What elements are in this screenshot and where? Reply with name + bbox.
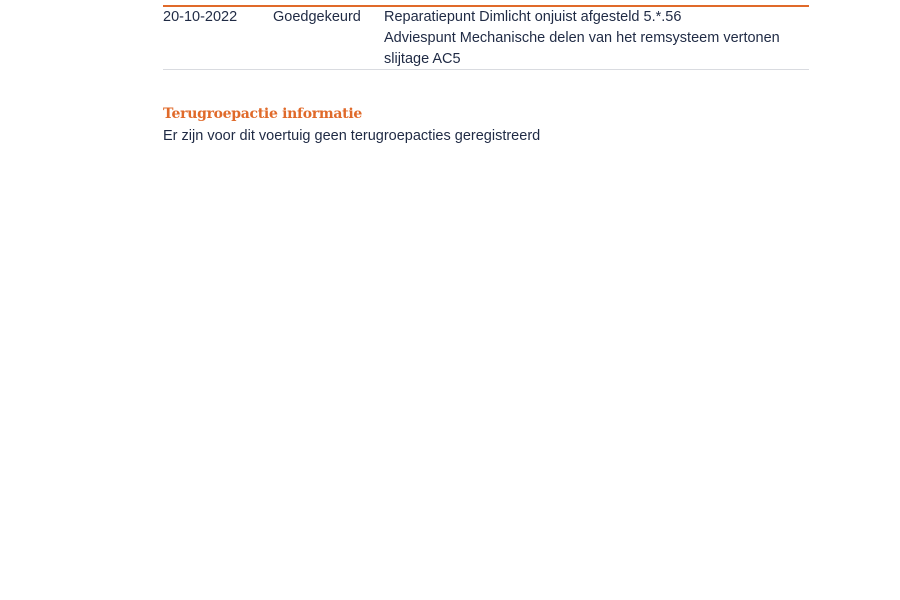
inspection-date: 20-10-2022 (163, 9, 238, 25)
recall-section-text: Er zijn voor dit voertuig geen terugroepacties geregistreerd (163, 128, 541, 144)
remark-line: slijtage AC5 (384, 51, 461, 67)
table-header-cutoff (383, 0, 463, 2)
row-divider (163, 69, 809, 70)
remark-line: Adviespunt Mechanische delen van het remsysteem vertonen (384, 30, 780, 46)
inspection-remarks (384, 7, 784, 70)
table-row (163, 7, 809, 70)
recall-section-title: Terugroepactie informatie (163, 106, 362, 122)
recall-section (163, 104, 809, 147)
remark-line: Reparatiepunt Dimlicht onjuist afgesteld 5.*.56 (384, 9, 682, 25)
inspection-result: Goedgekeurd (273, 9, 361, 25)
